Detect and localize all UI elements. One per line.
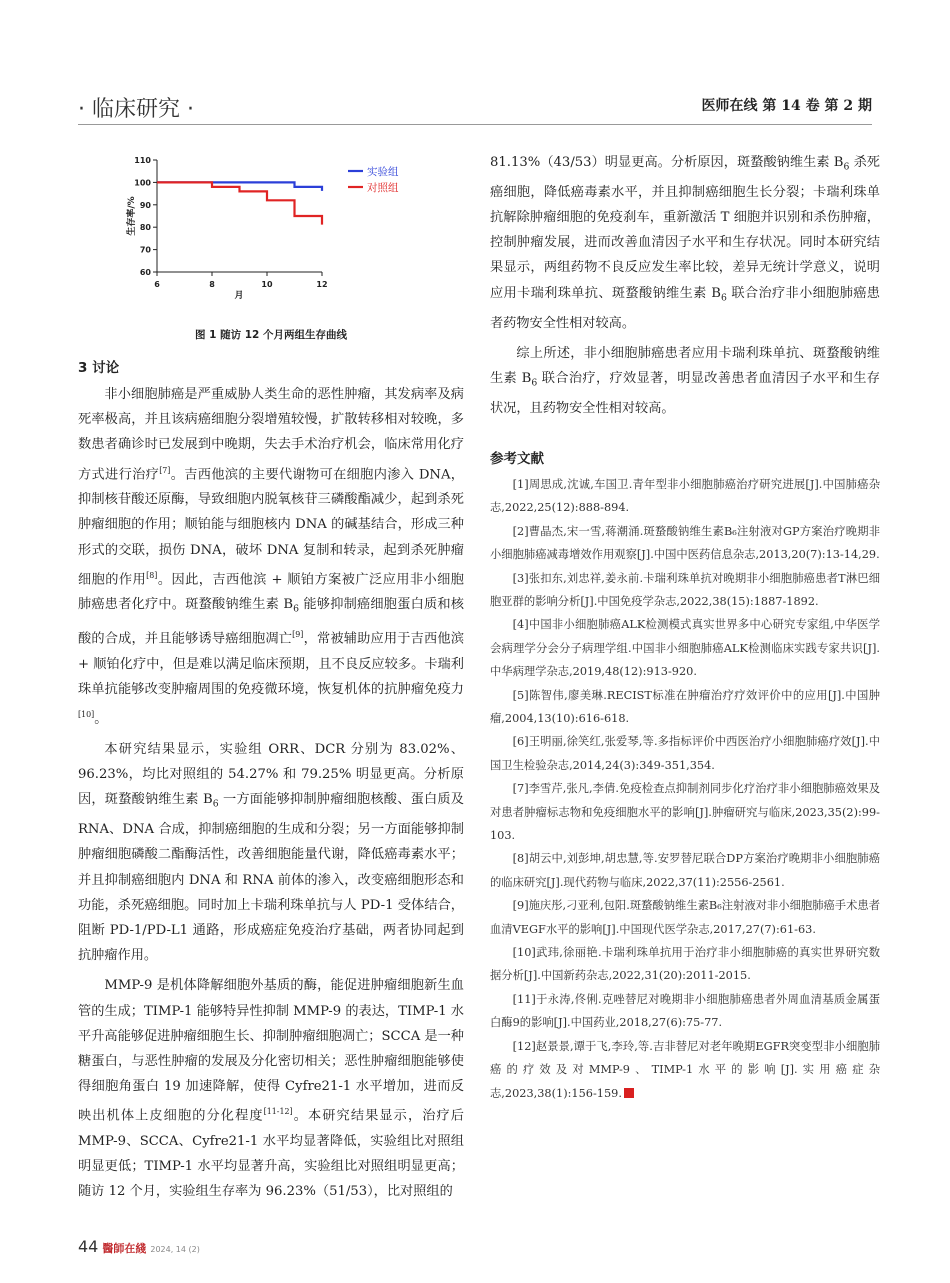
x-tick-label: 6 — [154, 280, 160, 289]
x-tick-label: 8 — [209, 280, 215, 289]
reference-item: [11]于永涛,佟俐.克唑替尼对晚期非小细胞肺癌患者外周血清基质金属蛋白酶9的影响[J].中国药业,2018,27(6):75-77. — [490, 992, 880, 1030]
y-tick-label: 100 — [134, 178, 151, 188]
y-axis-ticks — [134, 156, 157, 277]
x-axis-ticks — [154, 272, 327, 289]
section-title-discussion: 3 讨论 — [78, 360, 120, 376]
header-divider — [78, 124, 872, 125]
conclusion-paragraph: 综上所述，非小细胞肺癌患者应用卡瑞利珠单抗、斑蝥酸钠维生素 $B_6$ 联合治疗，疗效显著，明显改善患者血清因子水平和生存状况，且药物安全性相对较高。 — [490, 345, 880, 416]
reference-item: [10]武玮,徐丽艳.卡瑞利珠单抗用于治疗非小细胞肺癌的真实世界研究数据分析[J].中国新药杂志,2022,31(20):2011-2015. — [490, 946, 880, 983]
left-column — [78, 150, 464, 1205]
survival-chart-svg — [78, 150, 464, 325]
reference-item: [6]王明丽,徐笑红,张爱琴,等.多指标评价中西医治疗小细胞肺癌疗效[J].中国卫生检验杂志,2014,24(3):349-351,354. — [490, 735, 880, 772]
references-title: 参考文献 — [490, 450, 544, 467]
y-tick-label: 70 — [139, 245, 151, 255]
section-header: · 临床研究 · — [78, 97, 194, 122]
reference-item: [9]施庆彤,刁亚利,包阳.斑蝥酸钠维生素B₆注射液对非小细胞肺癌手术患者血清VEGF水平的影响[J].中国现代医学杂志,2017,27(7):61-63. — [490, 899, 880, 936]
series-lines — [157, 182, 322, 224]
page-footer — [78, 1237, 200, 1256]
y-tick-label: 110 — [134, 156, 151, 165]
survival-chart — [78, 150, 464, 325]
discussion-paragraph-1: 非小细胞肺癌是严重威胁人类生命的恶性肿瘤，其发病率及病死率极高，并且该病癌细胞分裂增殖较慢，扩散转移相对较晚，多数患者确诊时已发展到中晚期，失去手术治疗机会，临床常用化疗方式进行治疗[7]。吉西他滨的主要代谢物可在细胞内渗入 DNA，抑制核苷酸还原酶，导致细胞内脱氧核苷三磷酸酯减少，起到杀死肿瘤细胞的作用；顺铂能与细胞核内 DNA 的碱基结合，形成三种形式的交联，损伤 DNA，破坏 DNA 复制和转录，起到杀死肿瘤细胞的作用[8]。因此，吉西他滨 + 顺铂方案被广泛应用非小细胞肺癌患者化疗中。斑蝥酸钠维生素 $B_6$ 能够抑制癌细胞蛋白质和核酸的合成，并且能够诱导癌细胞凋亡[9]，常被辅助应用于吉西他滨 + 顺铂化疗中，但是难以满足临床预期，且不良反应较多。卡瑞利珠单抗能够改变肿瘤周围的免疫微环境，恢复机体的抗肿瘤免疫力[10]。 — [78, 387, 465, 727]
reference-item: [3]张扣东,刘忠祥,姜永前.卡瑞利珠单抗对晚期非小细胞肺癌患者T淋巴细胞亚群的影响分析[J].中国免疫学杂志,2022,38(15):1887-1892. — [490, 571, 880, 608]
discussion-paragraph-3-continued: 81.13%（43/53）明显更高。分析原因，斑蝥酸钠维生素 $B_6$ 杀死癌细胞，降低癌毒素水平，并且抑制癌细胞生长分裂；卡瑞利珠单抗解除肿瘤细胞的免疫刹车，重新激活 T 细胞并识别和杀伤肿瘤，控制肿瘤发展，进而改善血清因子水平和生存状况。同时本研究结果显示，两组药物不良反应发生率比较，差异无统计学意义，说明应用卡瑞利珠单抗、斑蝥酸钠维生素 $B_6$ 联合治疗非小细胞肺癌患者药物安全性相对较高。 — [490, 155, 880, 331]
journal-logo: 醫師在綫 — [102, 1242, 147, 1255]
discussion-paragraph-2: 本研究结果显示，实验组 ORR、DCR 分别为 83.02%、96.23%，均比对照组的 54.27% 和 79.25% 明显更高。分析原因，斑蝥酸钠维生素 $B_6$ 一方面能够抑制肿瘤细胞核酸、蛋白质及 RNA、DNA 合成，抑制癌细胞的生成和分裂；另一方面能够抑制肿瘤细胞磷酸二酯酶活性，改善细胞能量代谢，降低癌毒素水平；并且抑制癌细胞内 DNA 和 RNA 前体的渗入，改变癌细胞形态和功能，杀死癌细胞。同时加上卡瑞利珠单抗与人 PD-1 受体结合，阻断 PD-1/PD-L1 通路，形成癌症免疫治疗基础，两者协同起到抗肿瘤作用。 — [78, 741, 464, 964]
reference-item: [7]李雪芹,张凡,李倩.免疫检查点抑制剂同步化疗治疗非小细胞肺癌效果及对患者肿瘤标志物和免疫细胞水平的影响[J].肿瘤研究与临床,2023,35(2):99-103. — [490, 782, 880, 843]
series-line-control — [157, 182, 322, 224]
x-axis-label: 月 — [234, 291, 244, 301]
x-tick-label: 10 — [261, 280, 273, 289]
page-number: 44 — [78, 1237, 99, 1256]
reference-item: [4]中国非小细胞肺癌ALK检测模式真实世界多中心研究专家组,中华医学会病理学分会分子病理学组.中国非小细胞肺癌ALK检测临床实践专家共识[J].中华病理学杂志,2019,48(12):913-920. — [490, 618, 880, 679]
discussion-paragraph-3: MMP-9 是机体降解细胞外基质的酶，能促进肿瘤细胞新生血管的生成；TIMP-1 能够特异性抑制 MMP-9 的表达，TIMP-1 水平升高能够促进肿瘤细胞生长、抑制肿瘤细胞凋亡；SCCA 是一种糖蛋白，与恶性肿瘤的发展及分化密切相关；恶性肿瘤细胞能够使得细胞角蛋白 19 加速降解，使得 Cyfre21-1 水平增加，进而反映出机体上皮细胞的分化程度[11-12]。本研究结果显示，治疗后 MMP-9、SCCA、Cyfre21-1 水平均显著降低，实验组比对照组明显更低；TIMP-1 水平均显著升高，实验组比对照组明显更高；随访 12 个月，实验组生存率为 96.23%（51/53），比对照组的 — [78, 978, 464, 1200]
reference-item: [1]周思成,沈诚,车国卫.青年型非小细胞肺癌治疗研究进展[J].中国肺癌杂志,2022,25(12):888-894. — [490, 477, 880, 515]
reference-item: [8]胡云中,刘彭坤,胡忠慧,等.安罗替尼联合DP方案治疗晚期非小细胞肺癌的临床研究[J].现代药物与临床,2022,37(11):2556-2561. — [490, 852, 880, 889]
reference-item: [12]赵景景,谭于飞,李玲,等.吉非替尼对老年晚期EGFR突变型非小细胞肺癌的疗效及对MMP-9、TIMP-1水平的影响[J].实用癌症杂志,2023,38(1):156-159. — [490, 1039, 880, 1100]
y-tick-label: 90 — [139, 200, 151, 210]
reference-list — [490, 473, 880, 1105]
legend-label-experimental: 实验组 — [367, 166, 399, 178]
x-tick-label: 12 — [316, 280, 328, 289]
figure-caption: 图 1 随访 12 个月两组生存曲线 — [194, 329, 348, 341]
y-axis-label: 生存率/% — [127, 196, 137, 236]
reference-item: [2]曹晶杰,宋一雪,蒋潮涌.斑蝥酸钠维生素B₆注射液对GP方案治疗晚期非小细胞肺癌减毒增效作用观察[J].中国中医药信息杂志,2013,20(7):13-14,29. — [490, 524, 880, 562]
end-of-article-mark — [624, 1088, 634, 1098]
reference-item: [5]陈智伟,廖美琳.RECIST标准在肿瘤治疗疗效评价中的应用[J].中国肿瘤,2004,13(10):616-618. — [490, 688, 880, 726]
y-tick-label: 60 — [139, 268, 151, 277]
issue-label: 2024, 14 (2) — [150, 1245, 200, 1254]
journal-issue-header: 医师在线 第 14 卷 第 2 期 — [701, 98, 872, 114]
right-column — [490, 150, 880, 1105]
y-tick-label: 80 — [139, 223, 151, 233]
legend-label-control: 对照组 — [367, 182, 399, 194]
